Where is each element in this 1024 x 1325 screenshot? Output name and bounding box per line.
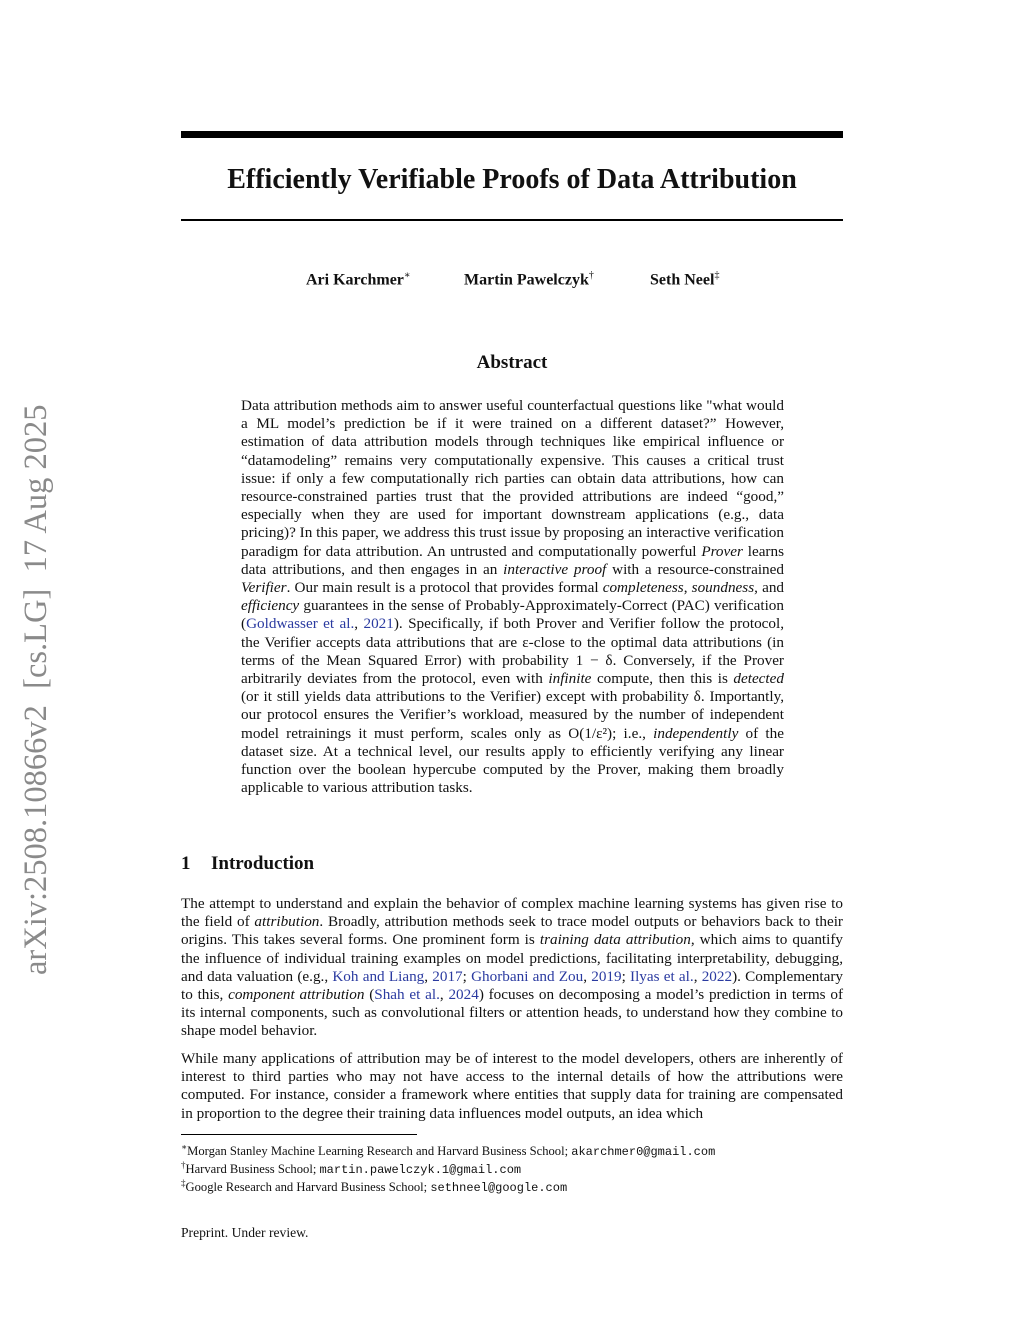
citation-link[interactable]: Koh and Liang bbox=[332, 967, 425, 985]
author-footnote-mark: ‡ bbox=[714, 270, 720, 281]
author-name: Seth Neel bbox=[650, 271, 715, 289]
author-3 bbox=[650, 264, 719, 292]
email-link[interactable]: sethneel@google.com bbox=[430, 1181, 568, 1196]
footnote-3: ‡Google Research and Harvard Business School; sethneel@google.com bbox=[181, 1178, 568, 1196]
preprint-notice: Preprint. Under review. bbox=[181, 1225, 309, 1240]
arxiv-identifier: arXiv:2508.10866v2 [cs.LG] 17 Aug 2025 bbox=[18, 404, 54, 975]
footnote-mark: ‡ bbox=[181, 1178, 186, 1188]
author-name: Ari Karchmer bbox=[306, 271, 404, 289]
citation-year-link[interactable]: 2022 bbox=[701, 967, 733, 985]
citation-link[interactable]: Shah et al. bbox=[374, 986, 440, 1004]
footnote-1: ∗Morgan Stanley Machine Learning Research and Harvard Business School; akarchmer0@gmail.com bbox=[181, 1142, 716, 1160]
title-bottom-rule bbox=[181, 219, 843, 221]
footnote-mark: ∗ bbox=[181, 1142, 188, 1152]
citation-year-link[interactable]: 2017 bbox=[432, 967, 463, 985]
citation-link[interactable]: Goldwasser et al. bbox=[246, 615, 355, 633]
citation-year-link[interactable]: 2024 bbox=[448, 986, 479, 1004]
section-number: 1 bbox=[181, 853, 191, 874]
footnote-rule bbox=[181, 1134, 417, 1135]
citation-link[interactable]: Ilyas et al. bbox=[630, 967, 694, 985]
author-2 bbox=[464, 264, 594, 292]
citation-year-link[interactable]: 2019 bbox=[591, 967, 622, 985]
abstract-body: Data attribution methods aim to answer useful counterfactual questions like "what would a ML model’s prediction be if it were trained on a different dataset?” However, estimation of data attribution models through techniques like empirical influence or “datamodeling” remains very computationally expensive. This causes a critical trust issue: if only a few computationally rich parties can obtain data attributions, how can resource-constrained parties trust that the provided attributions are indeed “good,” especially when they are used for important downstream applications (e.g., data pricing)? In this paper, we address this trust issue by proposing an interactive verification paradigm for data attribution. An untrusted and computationally powerful Prover learns data attributions, and then engages in an interactive proof with a resource-constrained Verifier. Our main result is a protocol that provides formal completeness, soundness, and efficiency guarantees in the sense of Probably-Approximately-Correct (PAC) verification (Goldwasser et al., 2021). Specifically, if both Prover and Verifier follow the protocol, the Verifier accepts data attributions that are ε-close to the optimal data attributions (in terms of the Mean Squared Error) with probability 1 − δ. Conversely, if the Prover arbitrarily deviates from the protocol, even with infinite compute, then this is detected (or it still yields data attributions to the Verifier) except with probability δ. Importantly, our protocol ensures the Verifier’s workload, measured by the number of independent model retrainings it must perform, scales only as O(1/ε²); i.e., independently of the dataset size. At a technical level, our results apply to efficiently verifying any linear function over the boolean hypercube computed by the Prover, making them broadly applicable to various attribution tasks. bbox=[241, 397, 785, 797]
footnote-mark: † bbox=[181, 1160, 186, 1170]
email-link[interactable]: akarchmer0@gmail.com bbox=[571, 1145, 716, 1160]
author-footnote-mark: ∗ bbox=[403, 270, 411, 281]
section-title: Introduction bbox=[211, 853, 315, 874]
intro-paragraph-1: The attempt to understand and explain the behavior of complex machine learning systems has given rise to the field of attribution. Broadly, attribution methods seek to trace model outputs or behaviors back to their origins. This takes several forms. One prominent form is training data attribution, which aims to quantify the influence of individual training examples on model predictions, facilitating interpretability, debugging, and data valuation (e.g., Koh and Liang, 2017; Ghorbani and Zou, 2019; Ilyas et al., 2022). Complementary to this, component attribution (Shah et al., 2024) focuses on decomposing a model’s prediction in terms of its internal components, such as convolutional filters or attention heads, to understand how they combine to shape model behavior. bbox=[181, 895, 844, 1040]
paper-title: Efficiently Verifiable Proofs of Data Attribution bbox=[227, 164, 797, 195]
abstract-heading: Abstract bbox=[476, 352, 548, 373]
author-1 bbox=[306, 264, 411, 292]
section-heading bbox=[181, 851, 314, 877]
footnote-2: †Harvard Business School; martin.pawelczyk.1@gmail.com bbox=[181, 1160, 522, 1178]
email-link[interactable]: martin.pawelczyk.1@gmail.com bbox=[319, 1163, 522, 1178]
citation-year-link[interactable]: 2021 bbox=[363, 615, 394, 633]
intro-paragraph-2: While many applications of attribution may be of interest to the model developers, others are inherently of interest to third parties who may not have access to the internal details of how the attributions were computed. For instance, consider a framework where entities that supply data for training are compensated in proportion to the degree their training data influences model outputs, an idea which bbox=[181, 1050, 843, 1122]
title-top-rule bbox=[181, 131, 843, 138]
citation-link[interactable]: Ghorbani and Zou bbox=[471, 967, 584, 985]
author-footnote-mark: † bbox=[588, 270, 594, 281]
author-name: Martin Pawelczyk bbox=[464, 271, 589, 289]
